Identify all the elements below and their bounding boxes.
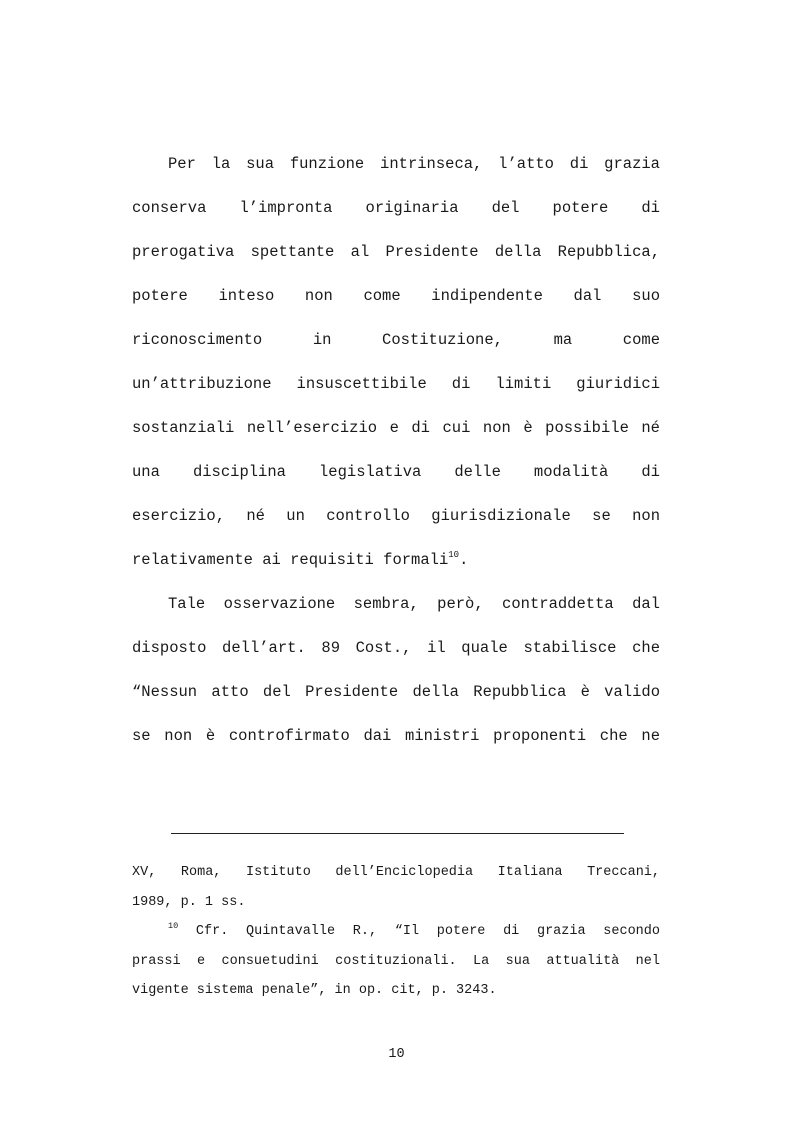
body-line: Tale osservazione sembra, però, contraddetta dal <box>168 595 660 613</box>
footnote-reference: 10 <box>448 550 460 560</box>
body-line: sostanziali nell’esercizio e di cui non è possibile né <box>132 419 660 437</box>
footnote-10-first-line <box>132 917 660 947</box>
body-line: se non è controfirmato dai ministri proponenti che ne <box>132 727 660 745</box>
footnote-line: XV, Roma, Istituto dell’Enciclopedia Italiana Treccani, <box>132 865 660 880</box>
body-line: Per la sua funzione intrinseca, l’atto di grazia <box>168 155 660 173</box>
body-line: potere inteso non come indipendente dal suo <box>132 287 660 305</box>
footnote-text: Cfr. Quintavalle R., “Il potere di grazia secondo <box>178 924 660 939</box>
body-line: esercizio, né un controllo giurisdizionale se non <box>132 507 660 525</box>
footnote-line: 1989, p. 1 ss. <box>132 894 246 910</box>
body-line: disposto dell’art. 89 Cost., il quale stabilisce che <box>132 639 660 657</box>
footnote-line: prassi e consuetudini costituzionali. La sua attualità nel <box>132 953 660 969</box>
body-line-last <box>132 538 660 582</box>
body-line: prerogativa spettante al Presidente della Repubblica, <box>132 243 660 261</box>
body-line: un’attribuzione insuscettibile di limiti giuridici <box>132 375 660 393</box>
sentence-end: . <box>459 551 469 569</box>
footnote-number: 10 <box>168 921 179 931</box>
body-line-text: relativamente ai requisiti formali <box>132 551 449 569</box>
page-number: 10 <box>388 1047 405 1062</box>
footnote-separator <box>171 833 624 834</box>
body-line: conserva l’impronta originaria del potere di <box>132 199 660 217</box>
footnotes <box>132 858 660 1006</box>
body-line: riconoscimento in Costituzione, ma come <box>132 331 660 349</box>
main-text <box>132 142 660 758</box>
footnote-line: vigente sistema penale”, in op. cit, p. 3243. <box>132 983 497 998</box>
body-line: “Nessun atto del Presidente della Repubblica è valido <box>132 683 660 701</box>
body-line: una disciplina legislativa delle modalità di <box>132 463 660 481</box>
